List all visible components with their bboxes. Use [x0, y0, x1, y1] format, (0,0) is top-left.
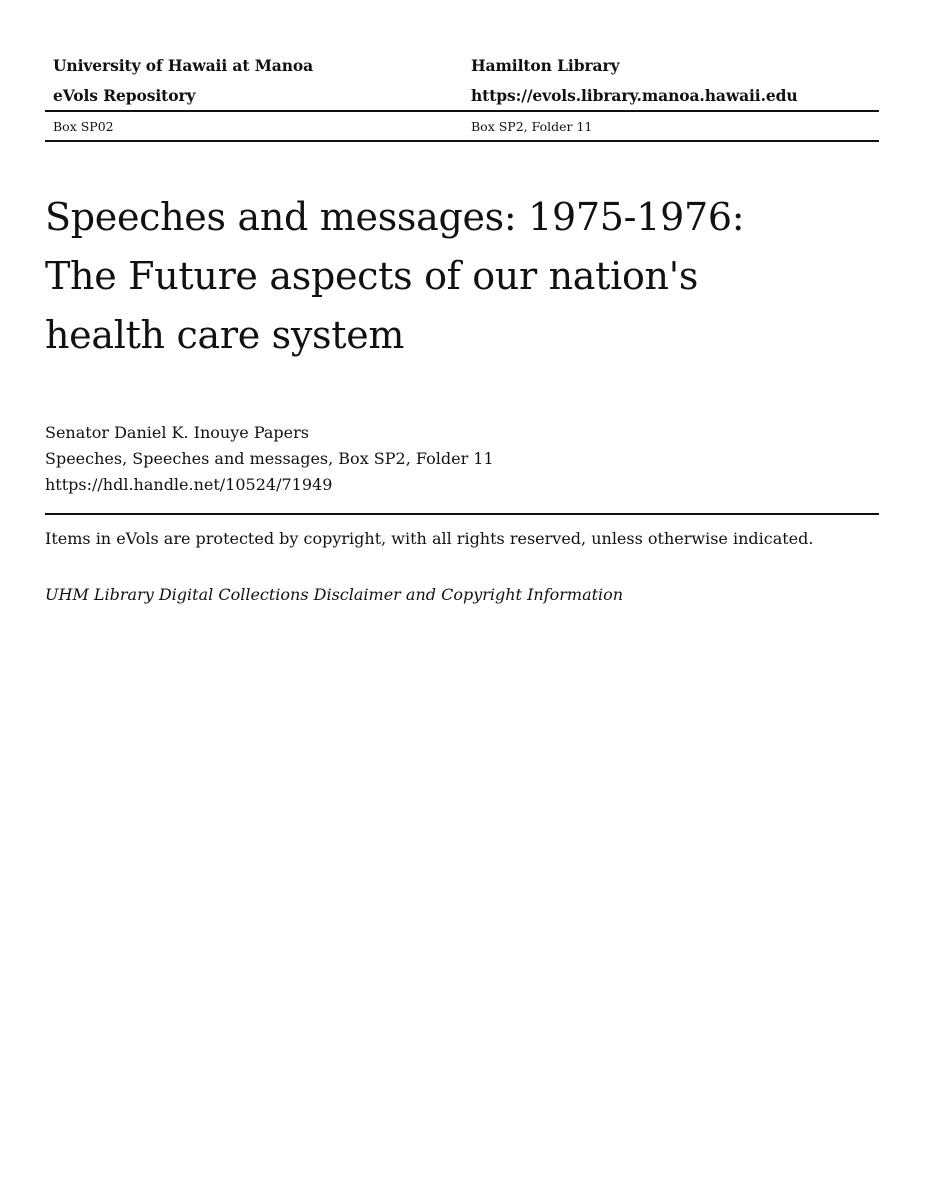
series-info: Speeches, Speeches and messages, Box SP2, Folder 11 — [45, 449, 494, 468]
repository-url[interactable]: https://evols.library.manoa.hawaii.edu — [471, 85, 798, 105]
box-label-right: Box SP2, Folder 11 — [471, 118, 593, 134]
library-name: Hamilton Library — [471, 55, 620, 75]
header-bottom-divider — [45, 140, 879, 142]
handle-link[interactable]: https://hdl.handle.net/10524/71949 — [45, 475, 333, 494]
document-title — [45, 188, 805, 365]
box-row — [45, 112, 879, 140]
institution-name: University of Hawaii at Manoa — [53, 55, 314, 75]
header-row-1 — [45, 50, 879, 80]
copyright-notice: Items in eVols are protected by copyright, with all rights reserved, unless otherwise indicated. — [45, 529, 814, 548]
disclaimer-link[interactable]: UHM Library Digital Collections Disclaimer and Copyright Information — [45, 585, 624, 604]
repository-name: eVols Repository — [53, 85, 196, 105]
title-line: The Future aspects of our nation's — [45, 254, 699, 298]
document-metadata — [45, 420, 494, 498]
collection-name: Senator Daniel K. Inouye Papers — [45, 423, 309, 442]
header-row-2 — [45, 80, 879, 110]
title-line: health care system — [45, 313, 405, 357]
box-label-left: Box SP02 — [53, 118, 114, 134]
header-table — [45, 50, 879, 142]
content-divider — [45, 513, 879, 515]
title-line: Speeches and messages: 1975-1976: — [45, 195, 745, 239]
